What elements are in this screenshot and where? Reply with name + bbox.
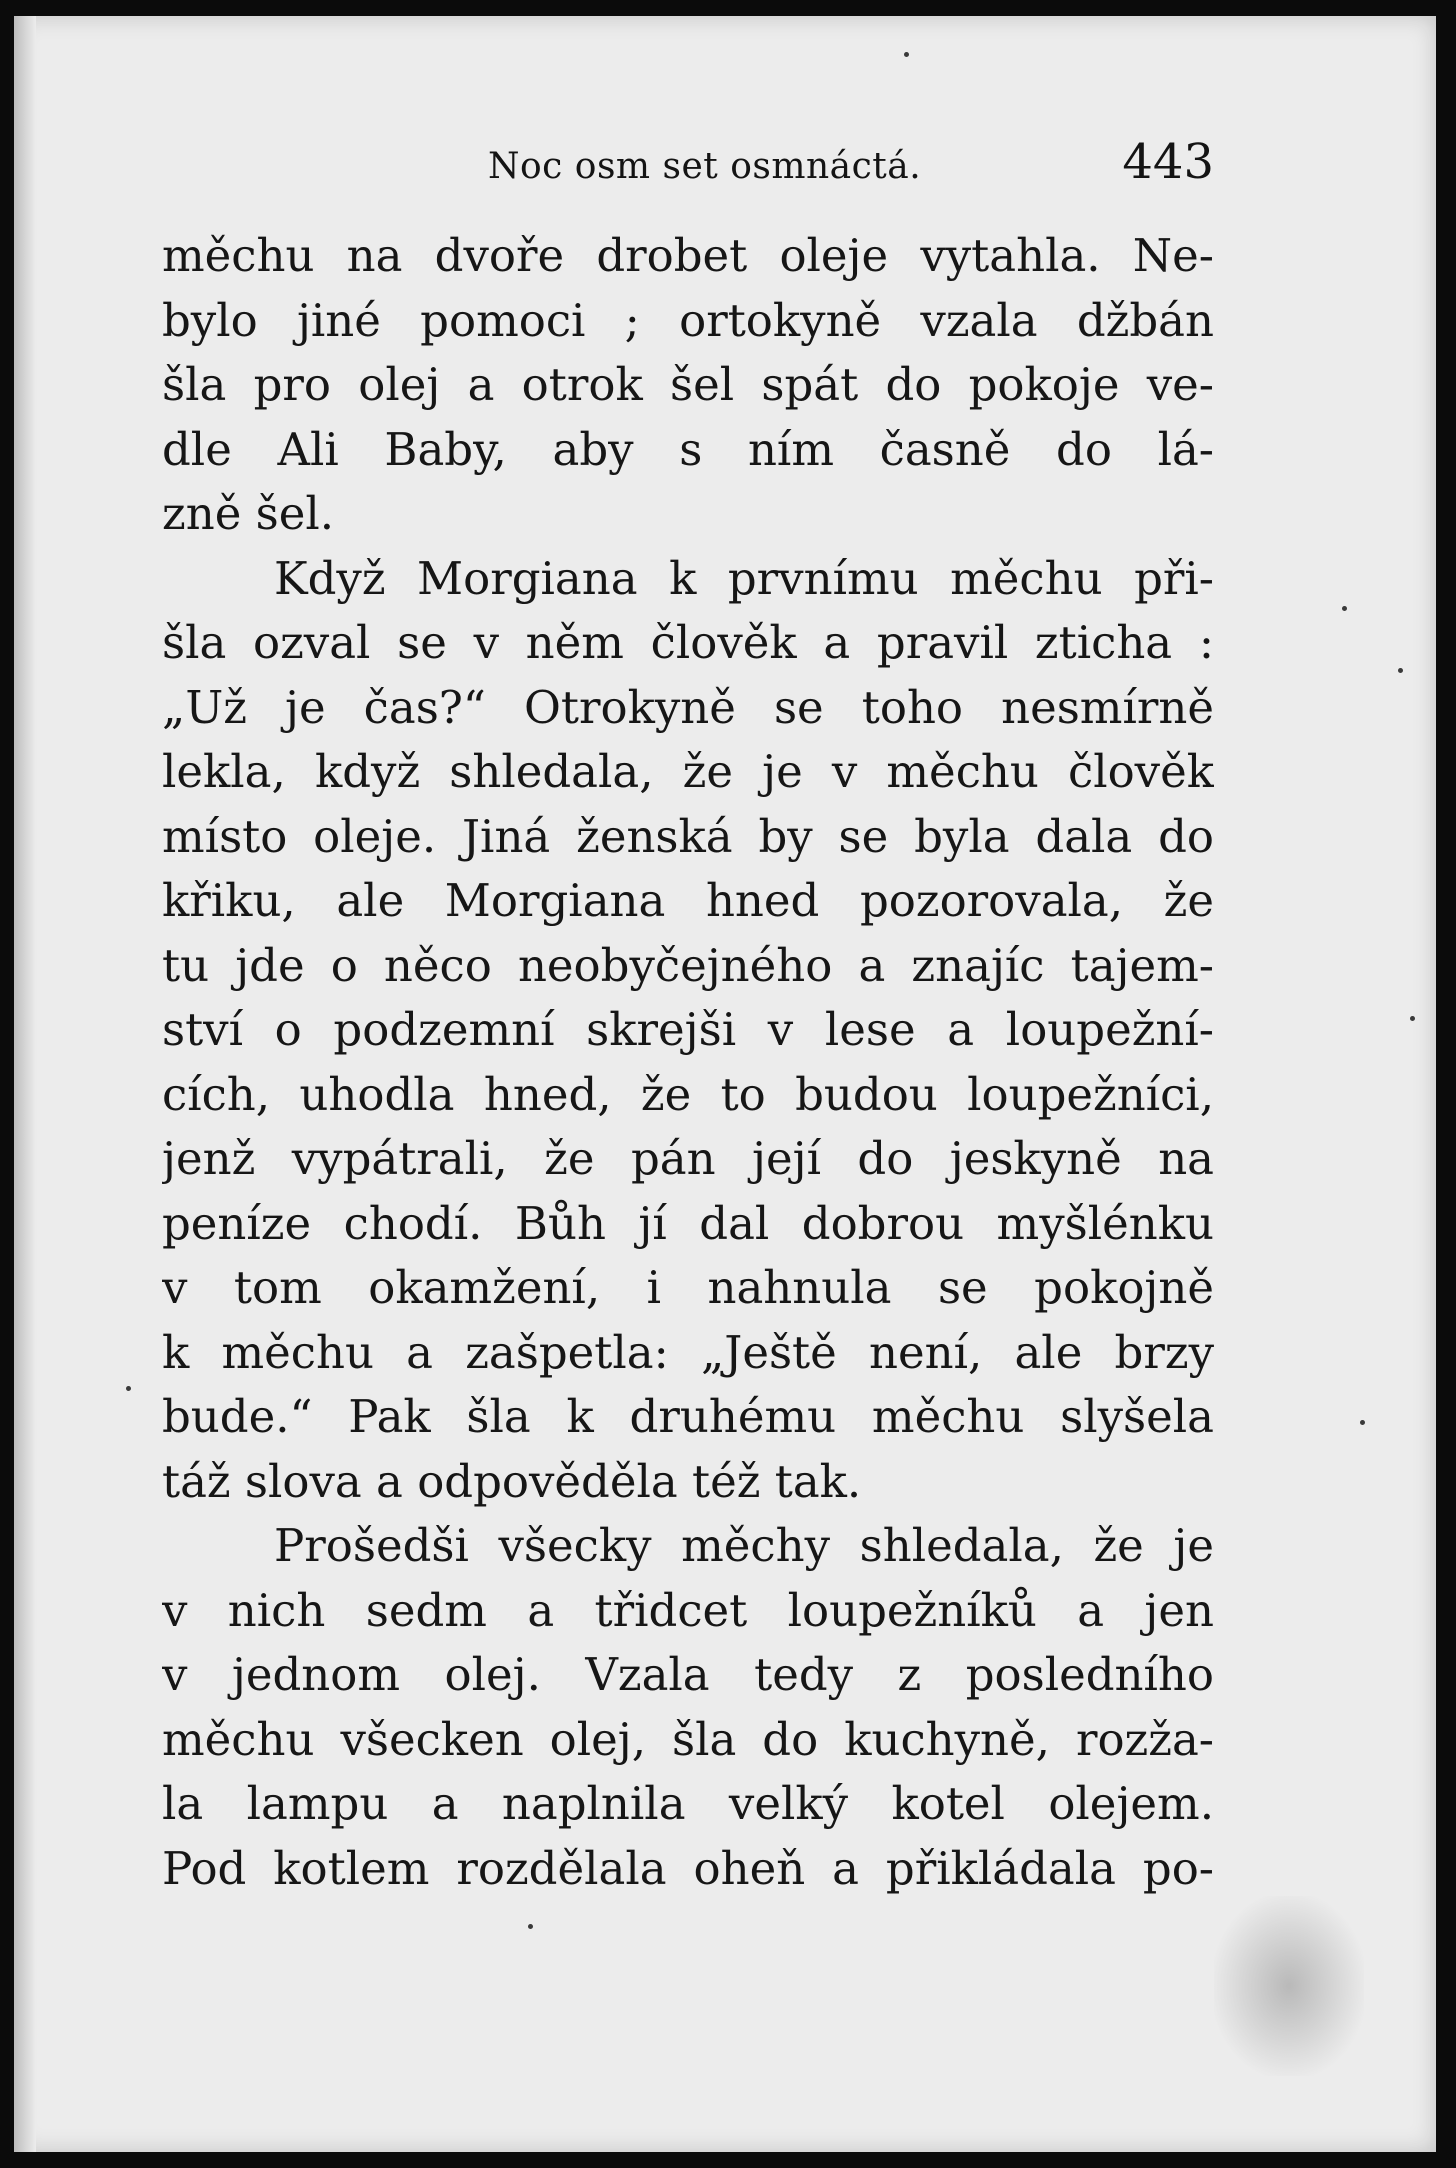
body-text: [162, 224, 1214, 1901]
text-line: v jednom olej. Vzala tedy z posledního: [162, 1648, 1214, 1701]
page-number: 443: [1122, 134, 1214, 190]
text-line: ství o podzemní skrejši v lese a loupežní-: [162, 1003, 1214, 1056]
text-line: bylo jiné pomoci ; ortokyně vzala džbán: [162, 293, 1214, 347]
paper-speck: [1410, 1016, 1415, 1021]
text-line: tu jde o něco neobyčejného a znajíc tajem-: [162, 938, 1214, 992]
text-line: peníze chodí. Bůh jí dal dobrou myšlénku: [162, 1196, 1214, 1250]
text-line: k měchu a zašpetla: „Ještě není, ale brzy: [162, 1325, 1214, 1379]
text-line: šla pro olej a otrok šel spát do pokoje ve-: [162, 358, 1214, 411]
text-line: křiku, ale Morgiana hned pozorovala, že: [162, 874, 1214, 927]
paper-stain: [1214, 1896, 1364, 2076]
book-page: [14, 16, 1436, 2152]
text-line: měchu na dvoře drobet oleje vytahla. Ne-: [162, 229, 1214, 282]
text-line: táž slova a odpověděla též tak.: [162, 1454, 862, 1508]
text-line: cích, uhodla hned, že to budou loupežníci,: [162, 1067, 1214, 1121]
running-title: Noc osm set osmnáctá.: [488, 146, 922, 187]
page-spine-shadow: [14, 16, 36, 2152]
text-line: jenž vypátrali, že pán její do jeskyně na: [162, 1132, 1214, 1185]
text-line: šla ozval se v něm člověk a pravil zticha :: [162, 616, 1214, 669]
paper-speck: [904, 52, 909, 57]
text-line: zně šel.: [162, 487, 335, 540]
text-line: la lampu a naplnila velký kotel olejem.: [162, 1777, 1214, 1830]
text-line: v nich sedm a třidcet loupežníků a jen: [162, 1583, 1214, 1637]
paper-speck: [1360, 1420, 1365, 1425]
paragraph-first-line: Když Morgiana k prvnímu měchu při-: [274, 551, 1214, 605]
paper-speck: [126, 1386, 131, 1391]
paper-speck: [1342, 606, 1347, 611]
paragraph-first-line: Prošedši všecky měchy shledala, že je: [274, 1519, 1214, 1572]
text-line: bude.“ Pak šla k druhému měchu slyšela: [162, 1390, 1214, 1443]
running-head: [164, 134, 1214, 194]
text-line: „Už je čas?“ Otrokyně se toho nesmírně: [162, 680, 1214, 734]
text-line: lekla, když shledala, že je v měchu člověk: [162, 745, 1214, 798]
text-line: měchu všecken olej, šla do kuchyně, rozža-: [162, 1712, 1214, 1766]
paper-speck: [1398, 668, 1403, 673]
text-line: dle Ali Baby, aby s ním časně do lá-: [162, 422, 1214, 476]
text-line: v tom okamžení, i nahnula se pokojně: [162, 1261, 1214, 1314]
paper-speck: [528, 1924, 533, 1929]
text-line: místo oleje. Jiná ženská by se byla dala do: [162, 809, 1214, 863]
text-line: Pod kotlem rozdělala oheň a přikládala po-: [162, 1841, 1214, 1895]
